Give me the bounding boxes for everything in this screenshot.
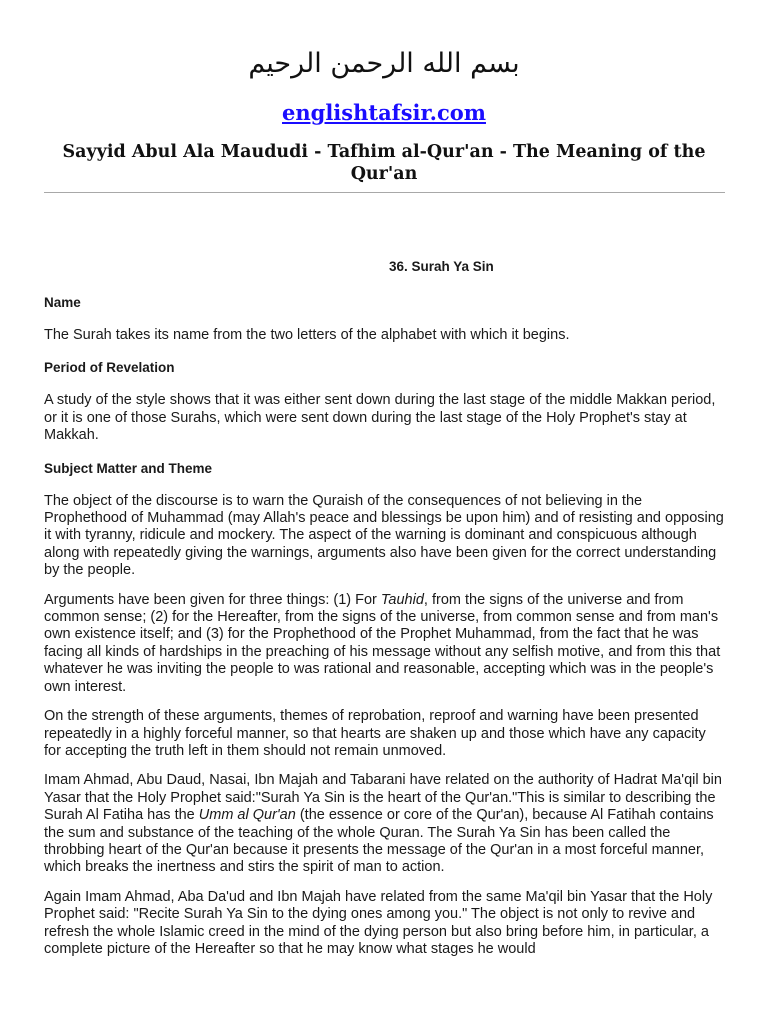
paragraph-name: The Surah takes its name from the two letters of the alphabet with which it begins. bbox=[44, 327, 570, 343]
document-body bbox=[44, 255, 726, 958]
paragraph-theme-2 bbox=[44, 592, 726, 696]
emphasis-tauhid: Tauhid bbox=[380, 591, 424, 608]
paragraph-theme-5: Again Imam Ahmad, Aba Da'ud and Ibn Majah have related from the same Ma'qil bin Yasar that the Holy Prophet said: "Recite Surah Ya Sin to the dying ones among you." The object is not only to revive and refresh the whole Islamic creed in the mind of the dying person but also bring before him, in particular, a complete picture of the Hereafter so that he may know what stages he would bbox=[44, 888, 713, 957]
header-divider bbox=[44, 192, 725, 193]
section-heading-name: Name bbox=[44, 295, 81, 310]
section-heading-theme: Subject Matter and Theme bbox=[44, 460, 213, 476]
section-heading-revelation: Period of Revelation bbox=[44, 360, 175, 376]
text-span: , from the signs of the universe and from common sense; (2) for the Hereafter, from the signs of the universe, from common sense and from man's own existence itself; and (3) for the Prophethood of the Prophet Muhammad, from the fact that he was facing all kinds of hardships in the preaching of his message without any selfish motive, and from this that whatever he was inviting the people to was rational and reasonable, accepting which was in the people's own interest. bbox=[44, 591, 721, 695]
document-title: Sayyid Abul Ala Maududi - Tafhim al-Qur'an - The Meaning of the Qur'an bbox=[62, 142, 706, 184]
emphasis-umm-al-quran: Umm al Qur'an bbox=[198, 807, 296, 824]
basmala-heading: بسم الله الرحمن الرحيم bbox=[248, 48, 520, 79]
site-link[interactable]: englishtafsir.com bbox=[282, 100, 486, 125]
paragraph-theme-4 bbox=[44, 772, 726, 876]
text-span: (the essence or core of the Qur'an), because Al Fatihah contains the sum and substance of the teaching of the whole Quran. The Surah Ya Sin has been called the throbbing heart of the Qur'an because it presents the message of the Qur'an in a most forceful manner, which breaks the inertness and stirs the spirit of man to action. bbox=[44, 807, 714, 876]
surah-heading: 36. Surah Ya Sin bbox=[389, 259, 494, 274]
paragraph-revelation: A study of the style shows that it was either sent down during the last stage of the middle Makkan period, or it is one of those Surahs, which were sent down during the last stage of the Holy Prophet's stay at Makkah. bbox=[44, 392, 716, 444]
text-span: Imam Ahmad, Abu Daud, Nasai, Ibn Majah and Tabarani have related on the authority of Hadrat Ma'qil bin Yasar that the Holy Prophet said:"Surah Ya Sin is the heart of the Qur'an."This is similar to describing the Surah Al Fatiha has the bbox=[44, 772, 722, 824]
paragraph-theme-3: On the strength of these arguments, themes of reprobation, reproof and warning have been presented repeatedly in a highly forceful manner, so that hearts are shaken up and those which have any capacity for accepting the truth left in them should not remain unmoved. bbox=[44, 708, 706, 759]
text-span: Arguments have been given for three things: (1) For bbox=[44, 591, 381, 608]
paragraph-theme-1: The object of the discourse is to warn the Quraish of the consequences of not believing in the Prophethood of Muhammad (may Allah's peace and blessings be upon him) and of resisting and opposing it with tyranny, ridicule and mockery. The aspect of the warning is dominant and conspicuous although along with repeatedly giving the warnings, arguments also have been given for the correct understanding by the people. bbox=[44, 492, 724, 579]
